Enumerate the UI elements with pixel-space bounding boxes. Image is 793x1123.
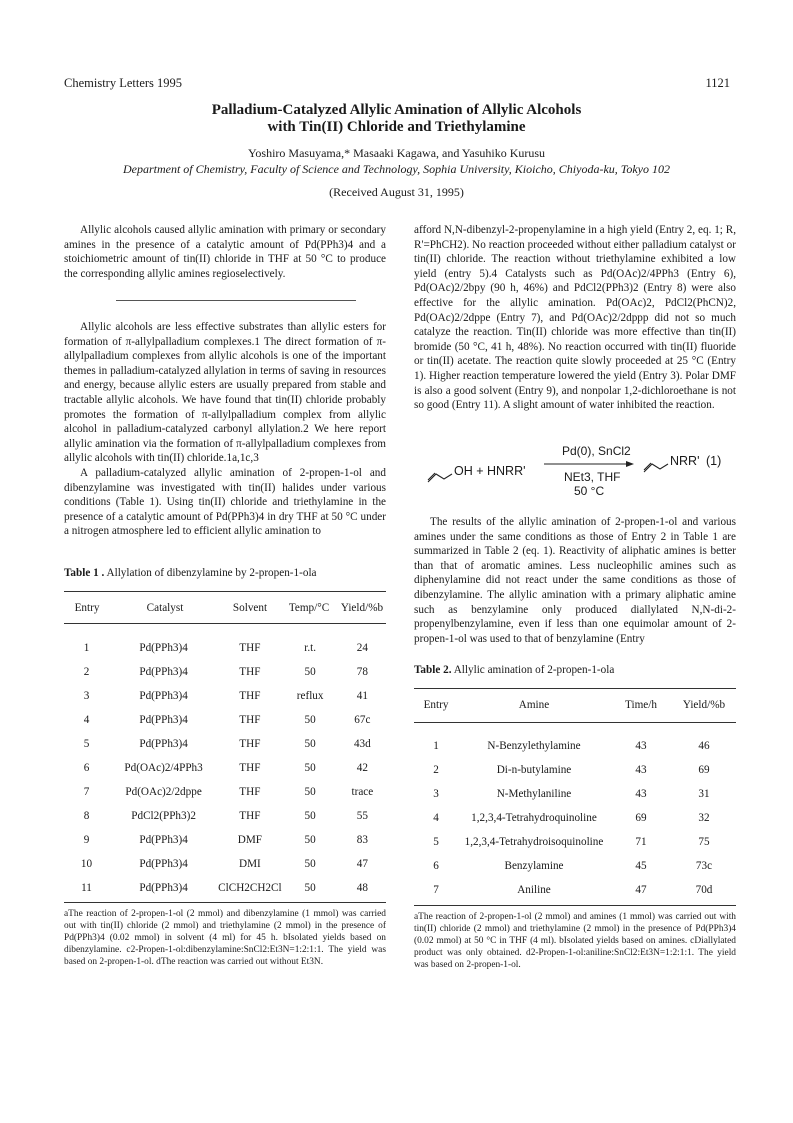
table1-cell: 50	[304, 738, 316, 750]
table2-bottom-rule	[414, 905, 736, 906]
eq-reactants: OH + HNRR'	[454, 464, 526, 478]
table1-cell: 43d	[353, 738, 371, 750]
eq-below-arrow-1: NEt3, THF	[564, 470, 621, 484]
table2-row	[414, 782, 736, 806]
paragraph: The results of the allylic amination of 2-propen-1-ol and various amines under the same conditions as those of Entry 2 in Table 1 are summarized in Table 2 (eq. 1). Reactivity of aliphatic amines is better than that of aromatic amines. Less nucleophilic amines such as diphenylamine did not react under the same conditions as those of dibenzylamine. The allylic amination with a primary aliphatic amine such as benzylamine only produced diallylated N,N-di-2-propenylbenzylamine, even if less than one equimolar amount of 2-propen-1-ol was used to that of benzylamine (Entry	[414, 516, 736, 645]
table2-header	[414, 697, 736, 713]
table2-cell: 31	[698, 788, 710, 800]
table1-cell: 5	[83, 738, 90, 750]
table1-row	[64, 732, 386, 756]
title-line-2: with Tin(II) Chloride and Triethylamine	[267, 119, 526, 135]
table2-caption	[414, 664, 736, 676]
table1-cell: THF	[239, 714, 261, 726]
table1-cell: THF	[239, 642, 261, 654]
table1-cell: trace	[351, 786, 374, 798]
table2-cell: 4	[433, 812, 439, 824]
eq-below-arrow-2: 50 °C	[574, 484, 605, 498]
table2-cell: 47	[635, 884, 647, 896]
table1-row	[64, 756, 386, 780]
table2-cell: 45	[635, 860, 647, 872]
table2-row	[414, 878, 736, 902]
table1-cell: THF	[239, 786, 261, 798]
table2-row	[414, 734, 736, 758]
table1-cell: 67c	[354, 714, 371, 726]
table1-cell: Pd(PPh3)4	[139, 666, 188, 678]
table1-cell: 11	[81, 882, 92, 894]
eq-product: NRR'	[670, 454, 700, 468]
table1-caption	[64, 567, 386, 579]
table1-cell: 50	[304, 714, 316, 726]
table1-cell: Pd(PPh3)4	[139, 882, 188, 894]
table1-cell: ClCH2CH2Cl	[218, 882, 282, 894]
table1-cell: 50	[304, 666, 316, 678]
table1-row	[64, 636, 386, 660]
journal-name: Chemistry Letters 1995	[64, 76, 183, 90]
table1-cell: 9	[83, 834, 90, 846]
table2-col-entry: Entry	[423, 699, 449, 711]
affiliation: Department of Chemistry, Faculty of Science and Technology, Sophia University, Kioicho, Chiyoda-ku, Tokyo 102	[122, 162, 671, 176]
table1-col-temp: Temp/°C	[288, 602, 330, 614]
table2-cell: Aniline	[517, 884, 551, 896]
table2-cell: 2	[433, 764, 439, 776]
paragraph: afford N,N-dibenzyl-2-propenylamine in a high yield (Entry 2, eq. 1; R, R'=PhCH2). No reaction proceeded without either palladium catalyst or tin(II) chloride. The reaction without triethylamine exhibited a low yield (entry 5).4 Catalysts such as Pd(OAc)2/4PPh3 (Entry 6), Pd(OAc)2/2bpy (90 h, 46%) and PdCl2(PPh3)2 (Entry 8) were also effective for the allylic amination. Pd(OAc)2, PdCl2(PhCN)2, Pd(OAc)2/2dppe (Entry 7), and Pd(OAc)2/2dppp did not so much catalyze the reaction. Tin(II) chloride was more effective than tin(II) bromide (50 °C, 41 h, 48%). No reaction occurred with tin(II) fluoride or tin(II) acetate. The reaction quite slowly proceeded at 25 °C (Entry 1). Higher reaction temperature lowered the yield (Entry 3). Polar DMF is also a good solvent (Entry 9), and nonpolar 1,2-dichloroethane is not so good (Entry 11). A slight amount of water inhibited the reaction.	[414, 224, 736, 412]
table1-cell: 50	[304, 882, 316, 894]
table1-cell: THF	[239, 738, 261, 750]
table1-cell: Pd(PPh3)4	[139, 642, 188, 654]
abstract	[64, 223, 386, 281]
title-line-1: Palladium-Catalyzed Allylic Amination of Allylic Alcohols	[211, 102, 582, 118]
table1-cell: 24	[356, 642, 368, 654]
table1-cell: reflux	[296, 690, 324, 702]
table2-cell: 7	[433, 884, 439, 896]
eq-label: (1)	[706, 454, 722, 468]
table1-row	[64, 684, 386, 708]
table2-cell: 43	[635, 740, 647, 752]
table1-cell: Pd(PPh3)4	[139, 834, 188, 846]
table1-header	[64, 600, 386, 616]
allyl-amine-skeleton	[644, 464, 668, 472]
table1-col-entry: Entry	[74, 602, 100, 614]
table1-cell: PdCl2(PPh3)2	[131, 810, 196, 822]
table2-cell: N-Methylaniline	[496, 788, 572, 800]
table2-cell: 5	[433, 836, 439, 848]
abstract-divider	[116, 300, 356, 301]
table1-row	[64, 852, 386, 876]
table2-caption-text: Allylic amination of 2-propen-1-ola	[453, 664, 615, 676]
table2-row	[414, 758, 736, 782]
table2-cell: 43	[635, 788, 647, 800]
table2-cell: 1	[433, 740, 439, 752]
table2-row	[414, 830, 736, 854]
table1-caption-text: Allylation of dibenzylamine by 2-propen-1-ola	[106, 567, 317, 579]
table1-cell: 47	[356, 858, 368, 870]
table2-cell: 75	[698, 836, 710, 848]
table1-cell: 2	[83, 666, 90, 678]
table1-row	[64, 876, 386, 900]
table2-cell: Di-n-butylamine	[496, 764, 572, 776]
table2-col-yield: Yield/%b	[682, 699, 726, 711]
table2-caption-label: Table 2.	[414, 664, 452, 676]
table1-cell: 8	[83, 810, 90, 822]
table2-footnote: aThe reaction of 2-propen-1-ol (2 mmol) and amines (1 mmol) was carried out with tin(II) chloride (2 mmol) and triethylamine (2 mmol) in the presence of Pd(PPh3)4 (0.02 mmol) at 50 °C in THF (4 ml). bIsolated yields based on amines. cDiallylated product was only obtained. d2-Propen-1-ol:aniline:SnCl2:Et3N=1:2:1:1. The yield was based on 2-propen-1-ol.	[414, 912, 736, 970]
table1-cell: 6	[83, 762, 90, 774]
paragraph: A palladium-catalyzed allylic amination of 2-propen-1-ol and dibenzylamine was investigated with tin(II) halides under various conditions (Table 1). Using tin(II) chloride and triethylamine in the presence of a catalytic amount of Pd(PPh3)4 in dry THF at 50 °C under a nitrogen atmosphere led to efficient allylic amination to	[64, 466, 386, 538]
table1-cell: 50	[304, 810, 316, 822]
table1-cell: 78	[356, 666, 368, 678]
body-left	[64, 320, 386, 539]
table1-col-solvent: Solvent	[232, 602, 268, 614]
table1-cell: 50	[304, 834, 316, 846]
table1-top-rule	[64, 591, 386, 592]
table2-cell: 69	[635, 812, 647, 824]
equation-1	[414, 440, 736, 498]
table2-cell: N-Benzylethylamine	[487, 740, 581, 752]
table1-col-catalyst: Catalyst	[146, 602, 184, 614]
table1-cell: Pd(PPh3)4	[139, 738, 188, 750]
table1-cell: 7	[83, 786, 90, 798]
abstract-text: Allylic alcohols caused allylic amination with primary or secondary amines in the presence of a catalytic amount of Pd(PPh3)4 and a stoichiometric amount of tin(II) chloride in THF at 50 °C to produce the corresponding allylic amines regioselectively.	[64, 224, 386, 280]
table2-cell: 43	[635, 764, 647, 776]
table1-cell: Pd(PPh3)4	[139, 858, 188, 870]
body-right-1	[414, 223, 736, 413]
table1-cell: 83	[356, 834, 368, 846]
table1-row	[64, 780, 386, 804]
table1-bottom-rule	[64, 902, 386, 903]
arrow-head	[626, 461, 634, 467]
table1-cell: THF	[239, 690, 261, 702]
table1-cell: 4	[83, 714, 90, 726]
table1-header-rule	[64, 623, 386, 624]
table1-row	[64, 660, 386, 684]
table2-cell: 1,2,3,4-Tetrahydroquinoline	[471, 812, 597, 824]
table2-row	[414, 854, 736, 878]
table2-col-time: Time/h	[625, 699, 657, 711]
table2-cell: 3	[433, 788, 439, 800]
table2-cell: 1,2,3,4-Tetrahydroisoquinoline	[464, 836, 604, 848]
table1-cell: Pd(OAc)2/2dppe	[125, 786, 202, 798]
table2-cell: 70d	[695, 884, 713, 896]
table1-cell: 50	[304, 858, 316, 870]
table1-cell: Pd(PPh3)4	[139, 690, 188, 702]
table1-row	[64, 708, 386, 732]
table1-cell: 3	[83, 690, 90, 702]
received-date: (Received August 31, 1995)	[329, 185, 464, 199]
table2-cell: 32	[698, 812, 710, 824]
table1-cell: 10	[80, 858, 93, 870]
table2-body	[414, 734, 736, 902]
allyl-alcohol-skeleton	[428, 474, 452, 482]
table1-body	[64, 636, 386, 900]
table1-cell: THF	[239, 666, 261, 678]
table1-caption-label: Table 1 .	[64, 567, 105, 579]
table1-cell: THF	[239, 762, 261, 774]
table2-col-amine: Amine	[518, 699, 550, 711]
table1-footnote: aThe reaction of 2-propen-1-ol (2 mmol) and dibenzylamine (1 mmol) was carried out with tin(II) chloride (2 mmol) and triethylamine (2 mmol) in the presence of Pd(PPh3)4 (0.02 mmol) in solvent (4 ml) for 45 h. bIsolated yields based on dibenzylamine. c2-Propen-1-ol:dibenzylamine:SnCl2:Et3N=1:2:1:1. The yield was based on 2-propen-1-ol. dThe reaction was carried out without Et3N.	[64, 909, 386, 967]
table1-cell: 55	[356, 810, 368, 822]
authors: Yoshiro Masuyama,* Masaaki Kagawa, and Yasuhiko Kurusu	[247, 146, 546, 160]
table2-top-rule	[414, 688, 736, 689]
table1-cell: Pd(OAc)2/4PPh3	[124, 762, 203, 774]
table2-cell: 73c	[695, 860, 713, 872]
table1-cell: 48	[356, 882, 368, 894]
table1-cell: 50	[304, 786, 316, 798]
table2-header-rule	[414, 722, 736, 723]
table1-row	[64, 804, 386, 828]
table1-col-yield: Yield/%b	[340, 602, 384, 614]
table2-cell: 69	[698, 764, 710, 776]
table2-cell: 6	[433, 860, 439, 872]
eq-above-arrow: Pd(0), SnCl2	[562, 444, 631, 458]
table1-cell: 1	[83, 642, 90, 654]
body-right-2	[414, 515, 736, 646]
table1-cell: 50	[304, 762, 316, 774]
table1-cell: Pd(PPh3)4	[139, 714, 188, 726]
table1-cell: THF	[239, 810, 261, 822]
table1-cell: DMF	[237, 834, 262, 846]
page-number: 1121	[705, 76, 730, 90]
table2-cell: Benzylamine	[504, 860, 564, 872]
table1-cell: DMI	[238, 858, 261, 870]
table1-cell: r.t.	[304, 642, 317, 654]
table1-cell: 42	[356, 762, 368, 774]
paragraph: Allylic alcohols are less effective substrates than allylic esters for formation of π-allylpalladium complexes.1 The direct formation of π-allylpalladium complexes from allylic alcohols is one of the important themes in palladium-catalyzed allylation in terms of saving in resources and energy, because allylic esters are usually prepared from stable and tractable allylic alcohols. We have found that tin(II) chloride probably promotes the formation of π-allylpalladium complex from allylic alcohol in palladium-catalyzed carbonyl allylation.2 We here report allylic amination via the formation of π-allylpalladium complexes from allylic alcohols with tin(II) chloride.1a,1c,3	[64, 321, 386, 465]
table1-cell: 41	[356, 690, 368, 702]
table1-row	[64, 828, 386, 852]
table2-row	[414, 806, 736, 830]
table2-cell: 46	[698, 740, 710, 752]
table2-cell: 71	[635, 836, 647, 848]
